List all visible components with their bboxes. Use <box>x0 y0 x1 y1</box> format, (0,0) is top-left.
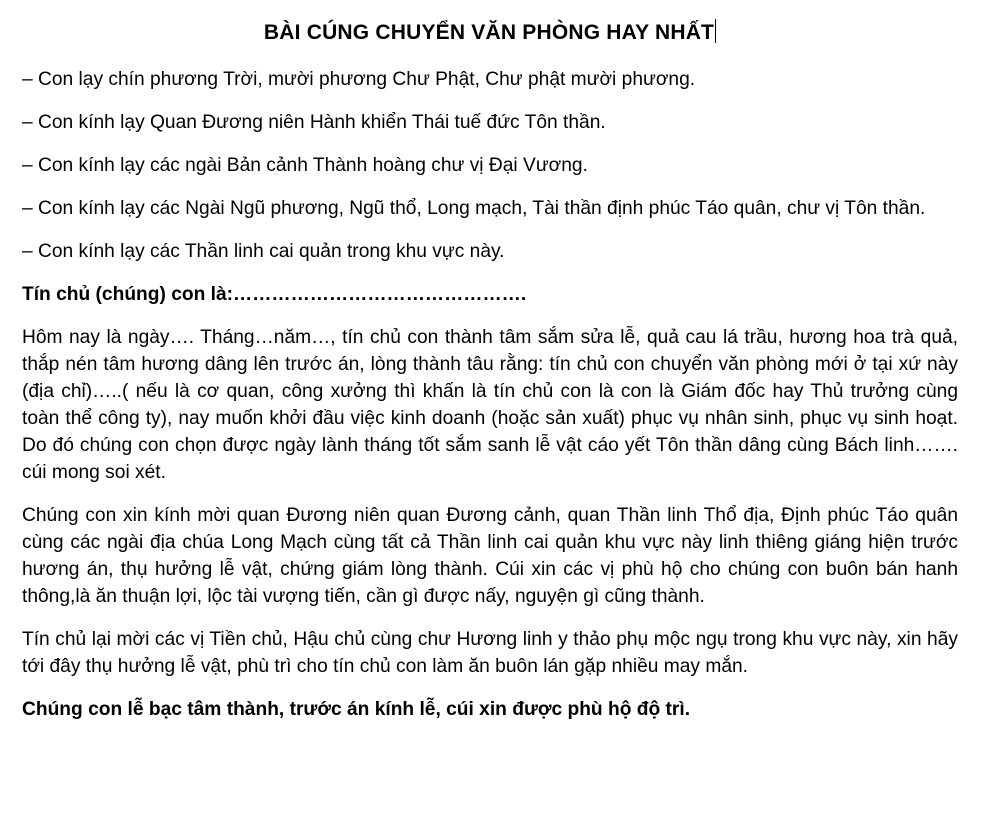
body-paragraph: Hôm nay là ngày…. Tháng…năm…, tín chủ con thành tâm sắm sửa lễ, quả cau lá trầu, hương hoa trà quả, thắp nén tâm hương dâng lên trước án, lòng thành tâu rằng: tín chủ con chuyển văn phòng mới ở tại xứ này (địa chỉ)…..( nếu là cơ quan, công xưởng thì khấn là tín chủ con là con là Giám đốc hay Thủ trưởng cùng toàn thể công ty), nay muốn khởi đầu việc kinh doanh (hoặc sản xuất) phục vụ nhân sinh, phục vụ sinh hoạt. Do đó chúng con chọn được ngày lành tháng tốt sắm sanh lễ vật cáo yết Tôn thần dâng cùng Bách linh……. cúi mong soi xét. <box>22 327 958 483</box>
body-paragraph: Chúng con xin kính mời quan Đương niên quan Đương cảnh, quan Thần linh Thổ địa, Định phúc Táo quân cùng các ngài địa chúa Long Mạch cùng tất cả Thần linh cai quản khu vực này linh thiêng giáng hiện trước hương án, thụ hưởng lễ vật, chứng giám lòng thành. Cúi xin các vị phù hộ cho chúng con buôn bán hanh thông,là ăn thuận lợi, lộc tài vượng tiến, cần gì được nấy, nguyện gì cũng thành. <box>22 505 958 607</box>
document-title <box>22 18 958 48</box>
title-text: BÀI CÚNG CHUYỂN VĂN PHÒNG HAY NHẤT <box>263 21 715 44</box>
invocation-line: – Con kính lạy các ngài Bản cảnh Thành hoàng chư vị Đại Vương. <box>22 155 588 176</box>
invocation-line: – Con kính lạy các Thần linh cai quản trong khu vực này. <box>22 241 505 262</box>
owner-line: Tín chủ (chúng) con là:………………………………………. <box>22 284 527 305</box>
body-paragraph: Tín chủ lại mời các vị Tiền chủ, Hậu chủ cùng chư Hương linh y thảo phụ mộc ngụ trong khu vực này, xin hãy tới đây thụ hưởng lễ vật, phù trì cho tín chủ con làm ăn buôn lán gặp nhiều may mắn. <box>22 629 958 677</box>
invocation-line: – Con kính lạy các Ngài Ngũ phương, Ngũ thổ, Long mạch, Tài thần định phúc Táo quân, chư vị Tôn thần. <box>22 198 926 219</box>
invocation-list <box>22 66 958 265</box>
text-cursor <box>715 19 716 43</box>
invocation-line: – Con lạy chín phương Trời, mười phương Chư Phật, Chư phật mười phương. <box>22 69 696 90</box>
closing-line: Chúng con lễ bạc tâm thành, trước án kính lễ, cúi xin được phù hộ độ trì. <box>22 699 691 720</box>
invocation-line: – Con kính lạy Quan Đương niên Hành khiển Thái tuế đức Tôn thần. <box>22 112 606 133</box>
document-page <box>22 0 958 723</box>
